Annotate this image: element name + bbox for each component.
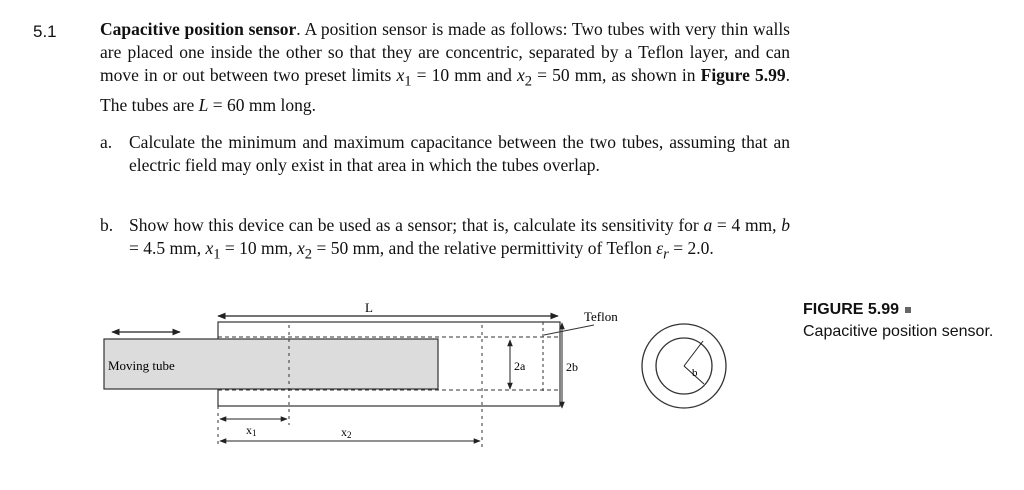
- label-L: L: [365, 300, 373, 315]
- x1-equation: = 10 mm and: [411, 65, 517, 85]
- label-2a: 2a: [514, 359, 526, 373]
- sym-b: b: [781, 215, 791, 235]
- caption-text: Capacitive position sensor.: [803, 323, 994, 340]
- part-a-text: Calculate the minimum and maximum capacitance between the two tubes, assuming that an electric field may only exist in that area in which the tubes overlap.: [129, 132, 790, 175]
- x2-equation: = 50 mm, as shown in: [532, 65, 701, 85]
- label-x1: x1: [246, 423, 257, 438]
- label-b: b: [692, 367, 698, 379]
- sym-a: a: [703, 215, 713, 235]
- intro-text: . A position sensor is made as follows: Two tubes with very thin walls are placed one inside the other so that they are concentric, separated by a Teflon layer, and can move in or out between two preset limits: [100, 19, 790, 85]
- teflon-leader: [544, 325, 594, 335]
- problem-number: 5.1: [33, 22, 57, 41]
- tube-length-eq: = 60 mm long.: [208, 94, 316, 115]
- caption-title: FIGURE 5.99: [803, 301, 900, 318]
- sym-x1: x: [396, 65, 405, 85]
- caption-square-icon: [905, 307, 911, 313]
- label-teflon: Teflon: [584, 309, 618, 324]
- label-moving-tube: Moving tube: [108, 358, 175, 373]
- label-2b: 2b: [566, 360, 578, 374]
- sym-x2-sub: 2: [524, 73, 533, 90]
- sym-x2: x: [516, 65, 525, 85]
- sym-epsilon: ε: [656, 238, 664, 258]
- sym-L: L: [198, 94, 209, 115]
- part-b-text: Show how this device can be used as a sensor; that is, calculate its sensitivity for a = 4 mm, b = 4.5 mm, $x_1 = 10$ mm, $x_2 = 50$ mm, and the relative permittivity of Teflon $\varepsilon_r = 2.0$.: [129, 215, 791, 263]
- figure-caption: [803, 299, 1013, 343]
- problem-title: Capacitive position sensor: [100, 19, 297, 39]
- sym-x1-sub: 1: [404, 73, 412, 90]
- figure-reference[interactable]: Figure 5.99: [700, 65, 786, 85]
- label-x2: x2: [341, 425, 352, 440]
- part-b-label: b.: [100, 215, 114, 235]
- part-a-label: a.: [100, 132, 113, 152]
- tube-length-pre: . The tubes are: [100, 65, 790, 115]
